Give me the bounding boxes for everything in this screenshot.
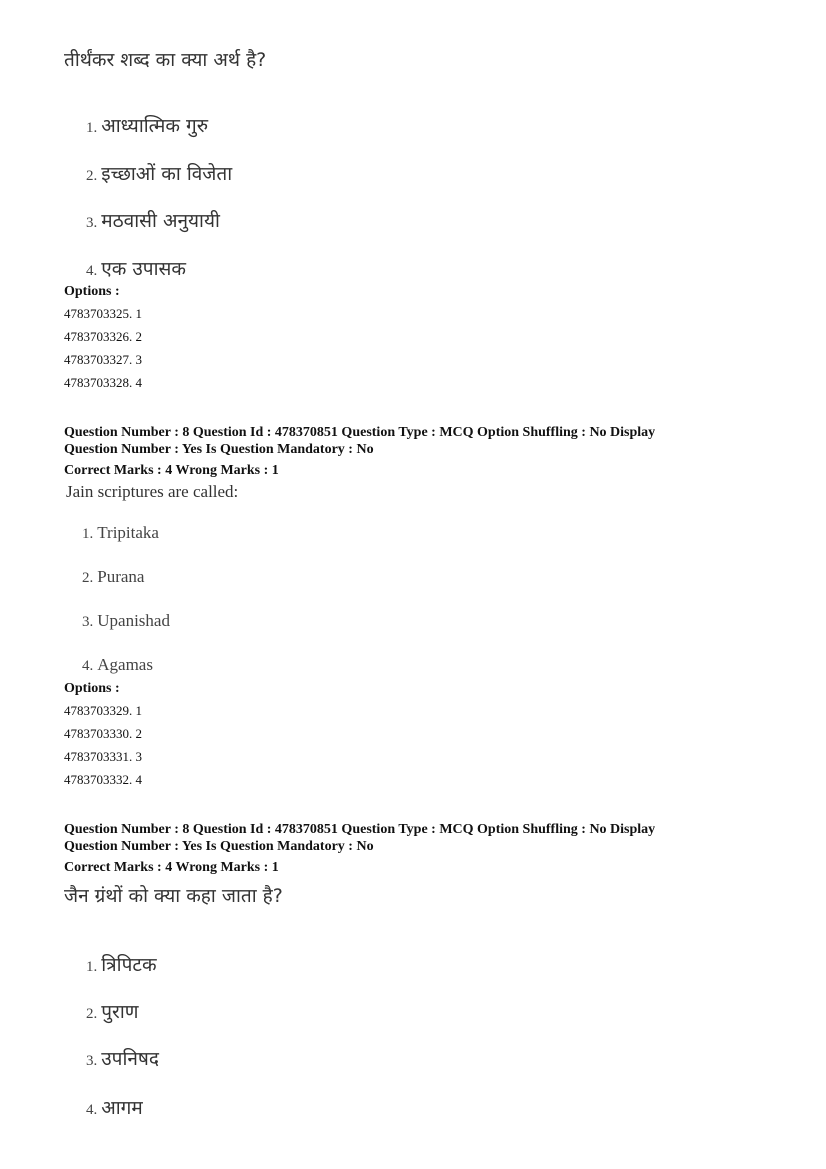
- choice-number: 3.: [82, 614, 94, 630]
- choice-2: [86, 160, 232, 186]
- option-id: 4783703331. 3: [64, 749, 142, 764]
- option-id: 4783703326. 2: [64, 329, 142, 344]
- option-id: 4783703329. 1: [64, 703, 142, 718]
- marks-line: Correct Marks : 4 Wrong Marks : 1: [64, 463, 279, 478]
- choice-2: [86, 998, 138, 1024]
- question-text-english: Jain scriptures are called:: [66, 482, 239, 501]
- options-label: Options :: [64, 681, 120, 696]
- choice-3: [86, 1045, 159, 1071]
- choice-1: [86, 112, 208, 138]
- choice-number: 1.: [86, 120, 98, 136]
- option-id: 4783703332. 4: [64, 772, 142, 787]
- option-id: 4783703325. 1: [64, 306, 142, 321]
- options-label: Options :: [64, 284, 120, 299]
- choice-number: 2.: [82, 570, 94, 586]
- choice-text: आध्यात्मिक गुरु: [101, 115, 209, 137]
- choice-number: 1.: [86, 959, 98, 975]
- choice-text: Upanishad: [97, 611, 170, 630]
- choice-text: मठवासी अनुयायी: [101, 210, 220, 232]
- choice-3: [82, 611, 170, 631]
- choice-text: Agamas: [97, 655, 153, 674]
- choice-4: [86, 1094, 143, 1120]
- option-id: 4783703328. 4: [64, 375, 142, 390]
- choice-text: Tripitaka: [97, 523, 159, 542]
- choice-text: उपनिषद: [101, 1048, 159, 1070]
- choice-2: [82, 567, 144, 587]
- choice-4: [86, 255, 186, 281]
- choice-number: 2.: [86, 168, 98, 184]
- choice-text: Purana: [97, 567, 145, 586]
- option-id: 4783703327. 3: [64, 352, 142, 367]
- question-meta-line-2: Question Number : Yes Is Question Mandatory : No: [64, 442, 374, 457]
- choice-3: [86, 207, 220, 233]
- choice-4: [82, 655, 153, 675]
- choice-number: 4.: [82, 658, 94, 674]
- choice-number: 1.: [82, 526, 94, 542]
- marks-line: Correct Marks : 4 Wrong Marks : 1: [64, 860, 279, 875]
- choice-text: आगम: [101, 1097, 143, 1119]
- question-text-hindi-1: तीर्थंकर शब्द का क्या अर्थ है?: [64, 49, 267, 71]
- choice-number: 2.: [86, 1006, 98, 1022]
- choice-text: पुराण: [101, 1001, 139, 1023]
- choice-1: [82, 523, 159, 543]
- choice-text: एक उपासक: [101, 258, 186, 280]
- question-text-hindi-2: जैन ग्रंथों को क्या कहा जाता है?: [64, 885, 283, 907]
- choice-text: त्रिपिटक: [101, 954, 157, 976]
- question-meta-line-1: Question Number : 8 Question Id : 478370851 Question Type : MCQ Option Shuffling : No Display: [64, 425, 656, 440]
- choice-number: 4.: [86, 1102, 98, 1118]
- choice-number: 3.: [86, 1053, 98, 1069]
- choice-number: 3.: [86, 215, 98, 231]
- choice-1: [86, 951, 157, 977]
- option-id: 4783703330. 2: [64, 726, 142, 741]
- question-meta-line-1: Question Number : 8 Question Id : 478370851 Question Type : MCQ Option Shuffling : No Display: [64, 822, 656, 837]
- question-meta-line-2: Question Number : Yes Is Question Mandatory : No: [64, 839, 374, 854]
- choice-number: 4.: [86, 263, 98, 279]
- choice-text: इच्छाओं का विजेता: [101, 163, 233, 185]
